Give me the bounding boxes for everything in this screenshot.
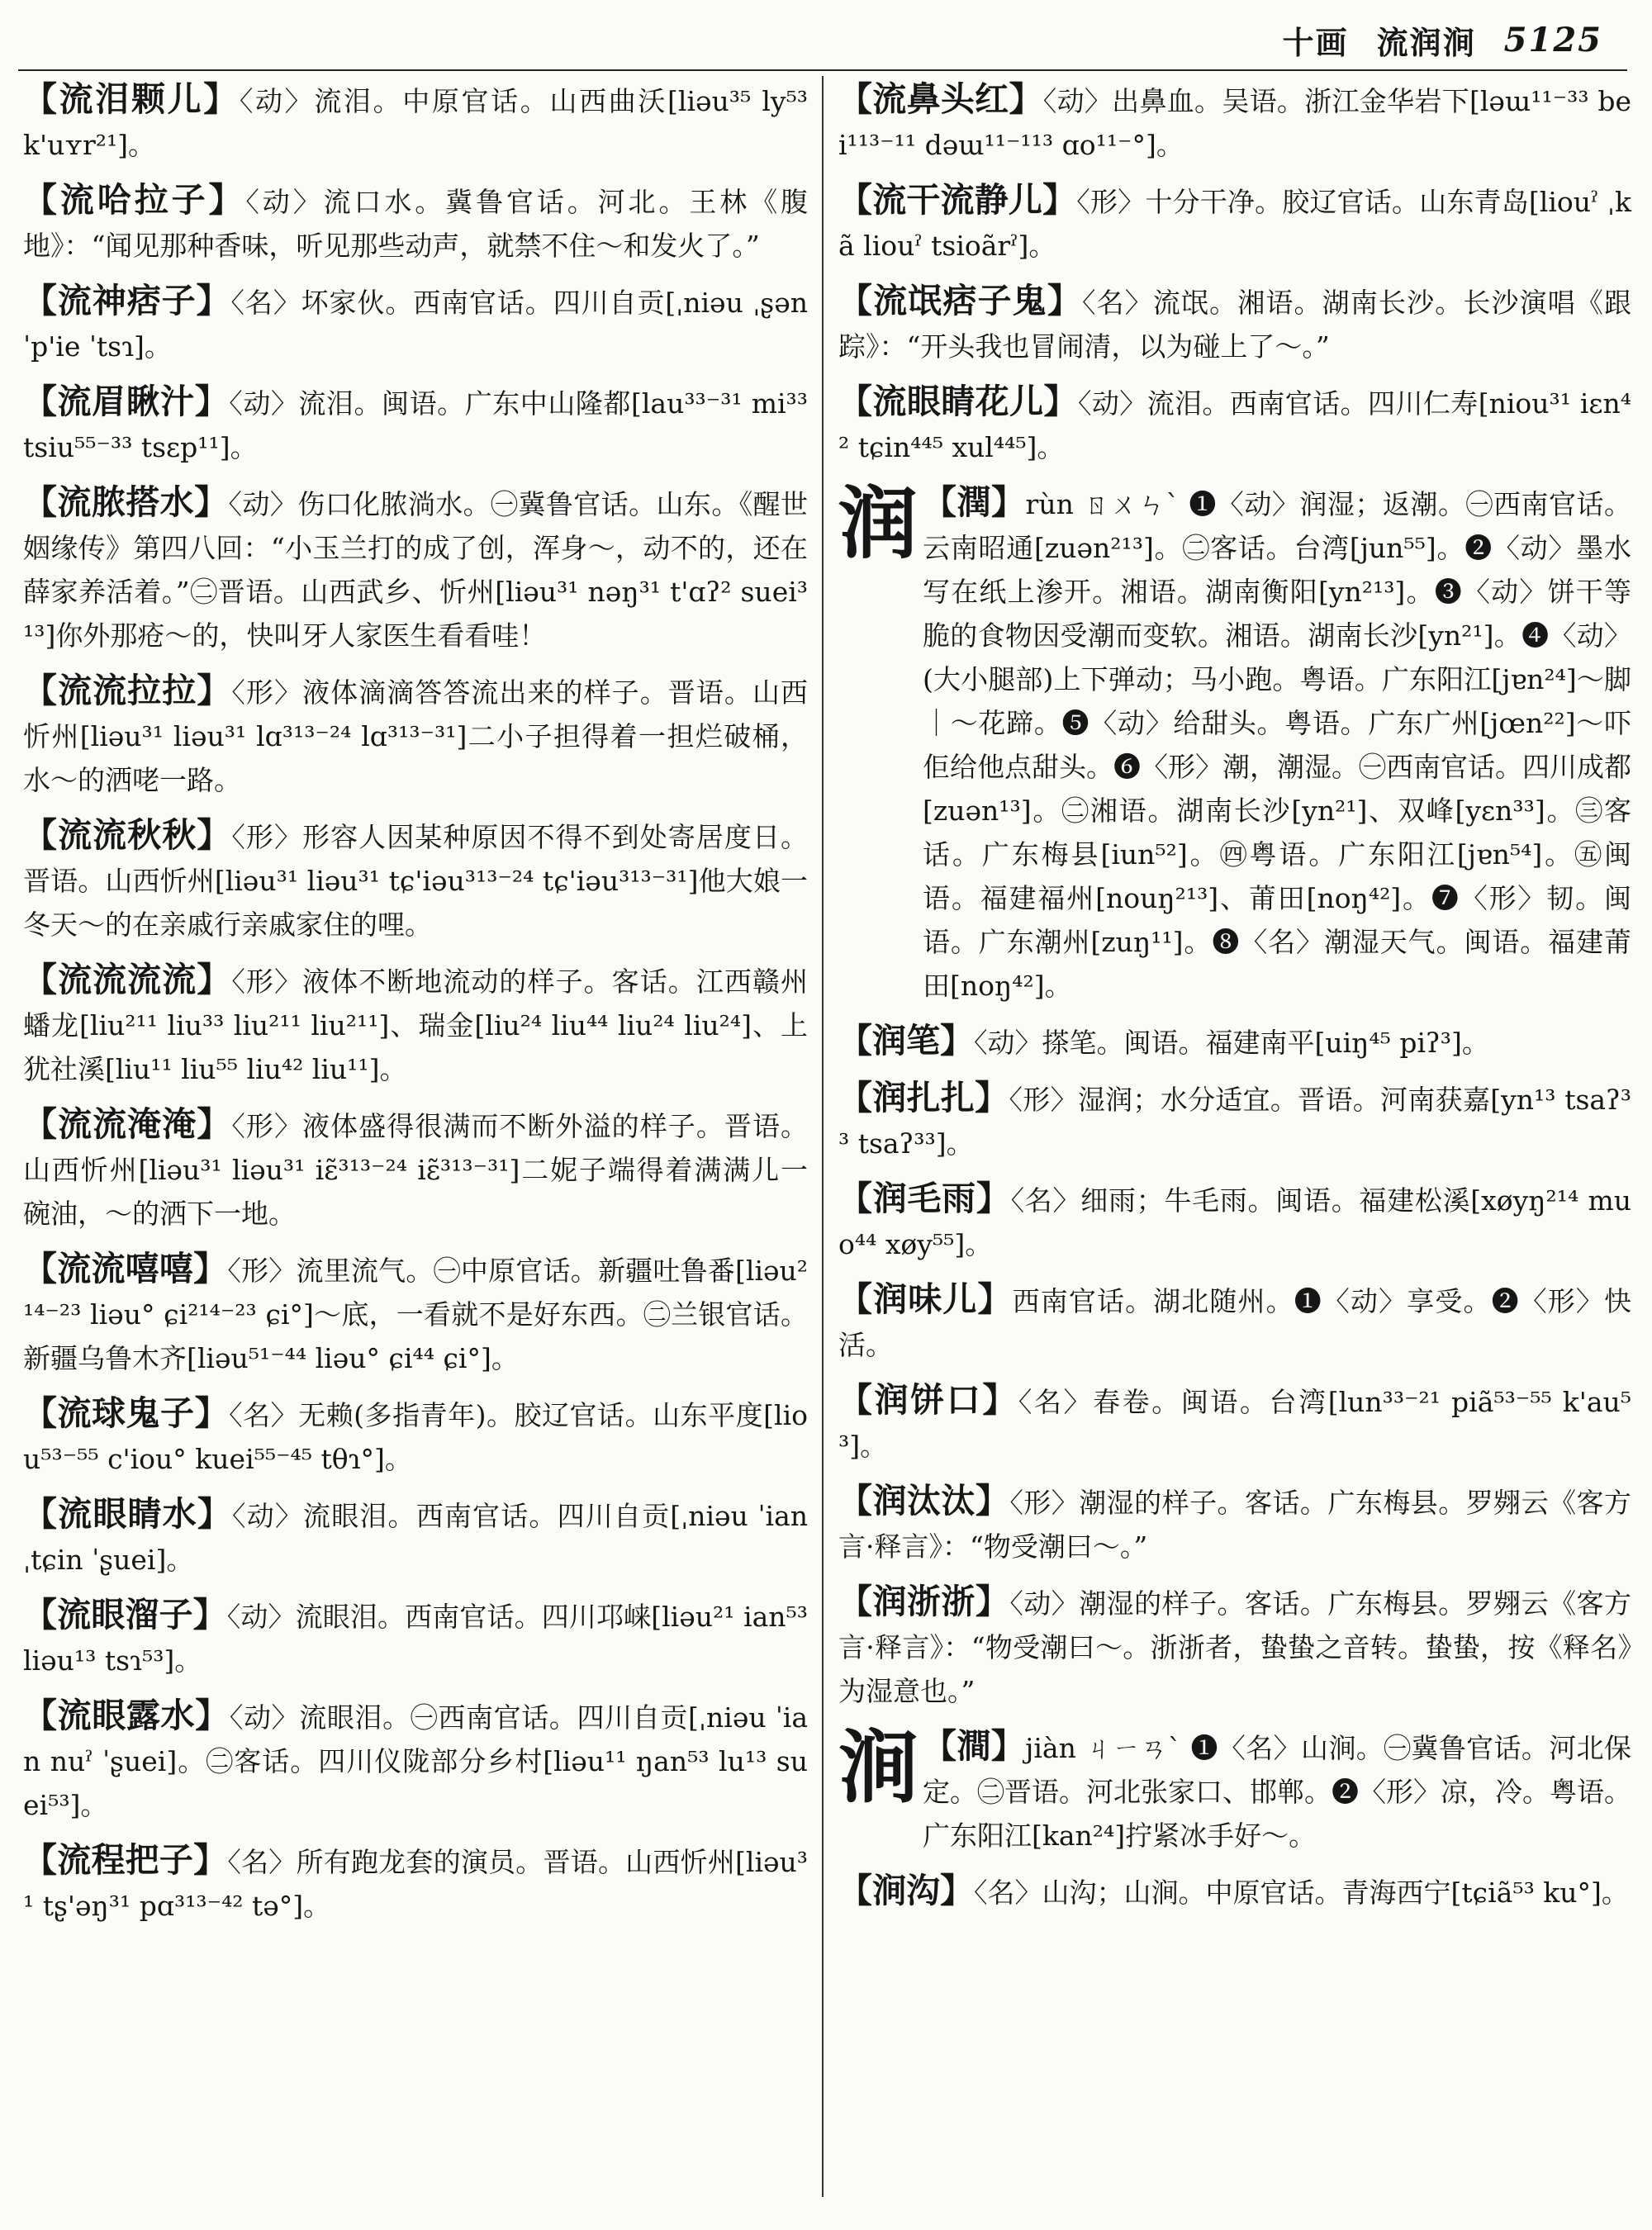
headword-text: 流眉瞅汁 [57, 382, 195, 421]
headword: 【流干流静儿】 [838, 180, 1077, 220]
running-head-chars: 流润涧 [1376, 23, 1476, 61]
headword: 【流鼻头红】 [838, 79, 1043, 119]
column-divider [822, 76, 824, 2197]
dictionary-entry [23, 1694, 808, 1827]
dictionary-entry [838, 1378, 1631, 1468]
dictionary-entry [23, 1247, 808, 1380]
headword-text: 流泪颗儿 [59, 79, 204, 119]
dictionary-entry [23, 380, 808, 469]
definition-text: 〈名〉所有跑龙套的演员。晋语。山西忻州[liəu³¹ tʂ'əŋ³¹ pɑ³¹³⁻⁴² tə°]。 [23, 1846, 809, 1922]
headword-text: 流流秋秋 [58, 815, 197, 855]
headword: 【流流淹淹】 [23, 1104, 232, 1144]
dictionary-entry [838, 1580, 1631, 1713]
dictionary-entry [838, 1479, 1631, 1568]
dictionary-entry [838, 1177, 1631, 1266]
definition-text: rùn ㄖㄨㄣˋ ❶〈动〉润湿；返潮。㊀西南官话。云南昭通[zuən²¹³]。㊁客话。台湾[jun⁵⁵]。❷〈动〉墨水写在纸上渗开。湘语。湖南衡阳[yn²¹³]。❸〈动〉饼干等脆的食物因受潮而变软。湘语。湖南长沙[yn²¹]。❹〈动〉(大小腿部)上下弹动；马小跑。粤语。广东阳江[jɐn²⁴]～脚｜～花蹄。❺〈动〉给甜头。粤语。广东广州[jœn²²]～吓佢给他点甜头。❻〈形〉潮，潮湿。㊀西南官话。四川成都[zuən¹³]。㊁湘语。湖南长沙[yn²¹]、双峰[yɛn³³]。㊂客话。广东梅县[iun⁵²]。㊃粤语。广东阳江[jɐn⁵⁴]。㊄闽语。福建福州[nouŋ²¹³]、莆田[noŋ⁴²]。❼〈形〉韧。闽语。广东潮州[zuŋ¹¹]。❽〈名〉潮湿天气。闽语。福建莆田[noŋ⁴²]。 [923, 488, 1632, 1002]
headword: 【润扎扎】 [838, 1078, 1009, 1117]
page-header [1283, 15, 1602, 64]
definition-text: 〈动〉流口水。冀鲁官话。河北。王林《腹地》：“闻见那种香味，听见那些动声，就禁不住～和发火了。” [23, 186, 809, 262]
headword-text: 流脓搭水 [57, 482, 195, 522]
headword-text: 润毛雨 [872, 1179, 976, 1218]
definition-text: 〈动〉流眼泪。㊀西南官话。四川自贡[ˌniəu ˈian nuˀ ˈʂuei]。㊁客话。四川仪陇部分乡村[liəu¹¹ ŋan⁵³ lu¹³ suei⁵³]。 [23, 1701, 809, 1821]
dictionary-entry [23, 1839, 808, 1928]
headword-text: 润笔 [872, 1021, 940, 1060]
headword-text: 流眼睛水 [58, 1494, 197, 1534]
headword: 【润饼口】 [838, 1380, 1018, 1420]
headword: 【流氓痞子鬼】 [838, 281, 1082, 320]
definition-text: 〈动〉流眼泪。西南官话。四川邛崃[liəu²¹ ian⁵³ liəu¹³ tsɿ⁵³]。 [23, 1601, 809, 1677]
headword: 【润汰汰】 [838, 1481, 1010, 1521]
definition-text: jiàn ㄐㄧㄢˋ ❶〈名〉山涧。㊀冀鲁官话。河北保定。㊁晋语。河北张家口、邯郸。❷〈形〉凉，冷。粤语。广东阳江[kan²⁴]拧紧冰手好～。 [923, 1732, 1632, 1852]
headword: 【流流嘻嘻】 [23, 1249, 228, 1288]
definition-text: 〈形〉潮湿的样子。客话。广东梅县。罗翙云《客方言·释言》：“物受潮曰～。” [838, 1487, 1632, 1563]
headword: 【流眼露水】 [23, 1696, 230, 1735]
definition-text: 〈名〉山沟；山涧。中原官话。青海西宁[tɕiã⁵³ ku°]。 [974, 1877, 1629, 1909]
traditional-form: 【潤】 [923, 482, 1026, 522]
dictionary-entry [23, 669, 808, 802]
headword-text: 润饼口 [874, 1380, 983, 1420]
definition-text: 〈名〉流氓。湘语。湖南长沙。长沙演唱《跟踪》：“开头我也冒闹清，以为碰上了～。” [838, 287, 1632, 363]
headword-text: 流眼露水 [57, 1696, 196, 1735]
headword-text: 流哈拉子 [59, 180, 209, 220]
right-column [838, 78, 1631, 2205]
headword-text: 流眼睛花儿 [872, 382, 1044, 421]
headword: 【流哈拉子】 [23, 180, 246, 220]
traditional-character: 潤 [957, 482, 992, 522]
headword: 【流泪颗儿】 [23, 79, 240, 119]
definition-text: 〈形〉十分干净。胶辽官话。山东青岛[liouˀ ˌkã liouˀ tsioãrˀ]。 [838, 186, 1632, 262]
headword-text: 润味儿 [873, 1279, 978, 1319]
headword: 【流神痞子】 [23, 281, 231, 320]
headword: 【润浙浙】 [838, 1582, 1010, 1621]
headword: 【流球鬼子】 [23, 1393, 230, 1433]
headword-text: 涧沟 [872, 1871, 940, 1910]
definition-text: 〈名〉细雨；牛毛雨。闽语。福建松溪[xøyŋ²¹⁴ muo⁴⁴ xøy⁵⁵]。 [838, 1184, 1631, 1260]
character-entry [838, 477, 1632, 1008]
headword-text: 润汰汰 [872, 1481, 976, 1521]
headword: 【流眼睛水】 [23, 1494, 233, 1534]
definition-text: 〈形〉液体盛得很满而不断外溢的样子。晋语。山西忻州[liəu³¹ liəu³¹ iɛ̃³¹³⁻²⁴ iɛ̃³¹³⁻³¹]二妮子端得着满满儿一碗油，～的洒下一地。 [23, 1110, 809, 1230]
headword-text: 润扎扎 [872, 1078, 976, 1117]
headword: 【流眼睛花儿】 [838, 382, 1078, 421]
dictionary-entry [23, 178, 808, 268]
dictionary-entry [23, 814, 808, 947]
dictionary-entry [838, 1019, 1631, 1065]
dictionary-entry [838, 78, 1631, 167]
definition-text: 〈动〉流泪。西南官话。四川仁寿[niou³¹ iɛn⁴² tɕin⁴⁴⁵ xul⁴⁴⁵]。 [838, 387, 1632, 463]
definition-text: 〈名〉春卷。闽语。台湾[lun³³⁻²¹ piã⁵³⁻⁵⁵ k'au⁵³]。 [838, 1386, 1632, 1462]
headword: 【流眉瞅汁】 [23, 382, 230, 421]
headword: 【润毛雨】 [838, 1179, 1011, 1218]
headword-text: 流流淹淹 [58, 1104, 197, 1144]
headword-text: 流程把子 [57, 1840, 194, 1880]
dictionary-entry [23, 1492, 808, 1582]
headword-text: 润浙浙 [872, 1582, 976, 1621]
dictionary-entry [23, 279, 808, 368]
headword: 【流眼溜子】 [23, 1595, 227, 1635]
definition-text: 西南官话。湖北随州。❶〈动〉享受。❷〈形〉快活。 [838, 1285, 1632, 1361]
definition-text: 〈名〉无赖(多指青年)。胶辽官话。山东平度[liou⁵³⁻⁵⁵ c'iou° kuei⁵⁵⁻⁴⁵ tθɿ°]。 [23, 1399, 808, 1475]
headword: 【流程把子】 [23, 1840, 228, 1880]
definition-text: 〈动〉搽笔。闽语。福建南平[uiŋ⁴⁵ piʔ³]。 [974, 1027, 1489, 1059]
definition-text: 〈形〉形容人因某种原因不得不到处寄居度日。晋语。山西忻州[liəu³¹ liəu³¹ tɕ'iəu³¹³⁻²⁴ tɕ'iəu³¹³⁻³¹]他大娘一冬天～的在亲戚行亲戚家住的哩。 [23, 821, 809, 941]
dictionary-entry [23, 1392, 808, 1481]
definition-text: 〈动〉流泪。闽语。广东中山隆都[lau³³⁻³¹ mi³³ tsiu⁵⁵⁻³³ tsɛp¹¹]。 [23, 387, 808, 463]
character-entry [838, 1720, 1632, 1858]
dictionary-entry [838, 1076, 1631, 1165]
headword: 【流流拉拉】 [23, 671, 232, 710]
header-rule [18, 69, 1627, 71]
dictionary-entry [838, 380, 1631, 469]
dictionary-entry [23, 1593, 808, 1682]
definition-text: 〈动〉出鼻血。吴语。浙江金华岩下[ləɯ¹¹⁻³³ bei¹¹³⁻¹¹ dəɯ¹¹⁻¹¹³ ɑo¹¹⁻°]。 [838, 85, 1632, 161]
headword-text: 流神痞子 [57, 281, 197, 320]
head-character: 涧 [838, 1720, 918, 1814]
headword-text: 流鼻头红 [872, 79, 1009, 119]
dictionary-entry [23, 78, 808, 167]
headword-text: 流干流静儿 [872, 180, 1043, 220]
dictionary-entry [838, 178, 1631, 268]
dictionary-entry [23, 481, 808, 657]
dictionary-entry [838, 1869, 1631, 1914]
headword: 【流脓搭水】 [23, 482, 229, 522]
headword: 【流流流流】 [23, 960, 232, 999]
traditional-form: 【澗】 [923, 1726, 1026, 1766]
headword-text: 流流流流 [58, 960, 197, 999]
definition-text: 〈名〉坏家伙。西南官话。四川自贡[ˌniəu ˌʂən ˈp'ie ˈtsɿ]。 [23, 287, 809, 363]
dictionary-entry [838, 279, 1631, 368]
headword: 【润味儿】 [838, 1279, 1013, 1319]
entry-body [923, 1725, 1631, 1858]
definition-text: 〈形〉流里流气。㊀中原官话。新疆吐鲁番[liəu²¹⁴⁻²³ liəu° ɕi²¹⁴⁻²³ ɕi°]～底，一看就不是好东西。㊁兰银官话。新疆乌鲁木齐[liəu⁵¹⁻⁴⁴ liəu° ɕi⁴⁴ ɕi°]。 [23, 1255, 809, 1374]
headword-text: 流流嘻嘻 [57, 1249, 194, 1288]
headword-text: 流眼溜子 [57, 1595, 193, 1635]
definition-text: 〈形〉湿润；水分适宜。晋语。河南获嘉[yn¹³ tsaʔ³³ tsaʔ³³]。 [838, 1084, 1632, 1160]
definition-text: 〈动〉伤口化脓淌水。㊀冀鲁官话。山东。《醒世姻缘传》第四八回：“小玉兰打的成了创，浑身～，动不的，还在薛家养活着。”㊁晋语。山西武乡、忻州[liəu³¹ nəŋ³¹ t'ɑʔ² suei³¹³]你外那疮～的，快叫牙人家医生看看哇！ [23, 488, 809, 652]
definition-text: 〈形〉液体不断地流动的样子。客话。江西赣州蟠龙[liu²¹¹ liu³³ liu²¹¹ liu²¹¹]、瑞金[liu²⁴ liu⁴⁴ liu²⁴ liu²⁴]、上犹社溪[liu¹¹ liu⁵⁵ liu⁴² liu¹¹]。 [23, 966, 809, 1085]
dictionary-entry [23, 958, 808, 1091]
traditional-character: 澗 [957, 1726, 991, 1766]
page-number: 5125 [1503, 20, 1602, 59]
headword-text: 流球鬼子 [57, 1393, 195, 1433]
headword-text: 流氓痞子鬼 [873, 281, 1047, 320]
head-character: 润 [838, 477, 918, 570]
definition-text: 〈形〉液体滴滴答答流出来的样子。晋语。山西忻州[liəu³¹ liəu³¹ lɑ³¹³⁻²⁴ lɑ³¹³⁻³¹]二小子担得着一担烂破桶，水～的洒咾一路。 [23, 676, 809, 796]
dictionary-entry [23, 1103, 808, 1236]
headword: 【涧沟】 [838, 1871, 974, 1910]
left-column [23, 78, 808, 2205]
headword: 【润笔】 [838, 1021, 974, 1060]
headword: 【流流秋秋】 [23, 815, 232, 855]
headword-text: 流流拉拉 [58, 671, 197, 710]
entry-body [923, 481, 1631, 1008]
definition-text: 〈动〉流眼泪。西南官话。四川自贡[ˌniəu ˈian ˌtɕin ˈʂuei]。 [23, 1500, 808, 1576]
definition-text: 〈动〉潮湿的样子。客话。广东梅县。罗翙云《客方言·释言》：“物受潮曰～。浙浙者，蛰蛰之音转。蛰蛰，按《释名》为湿意也。” [838, 1587, 1632, 1707]
definition-text: 〈动〉流泪。中原官话。山西曲沃[liəu³⁵ ly⁵³ k'uʏr²¹]。 [23, 85, 809, 161]
dictionary-entry [838, 1278, 1631, 1367]
stroke-count: 十画 [1282, 23, 1349, 61]
